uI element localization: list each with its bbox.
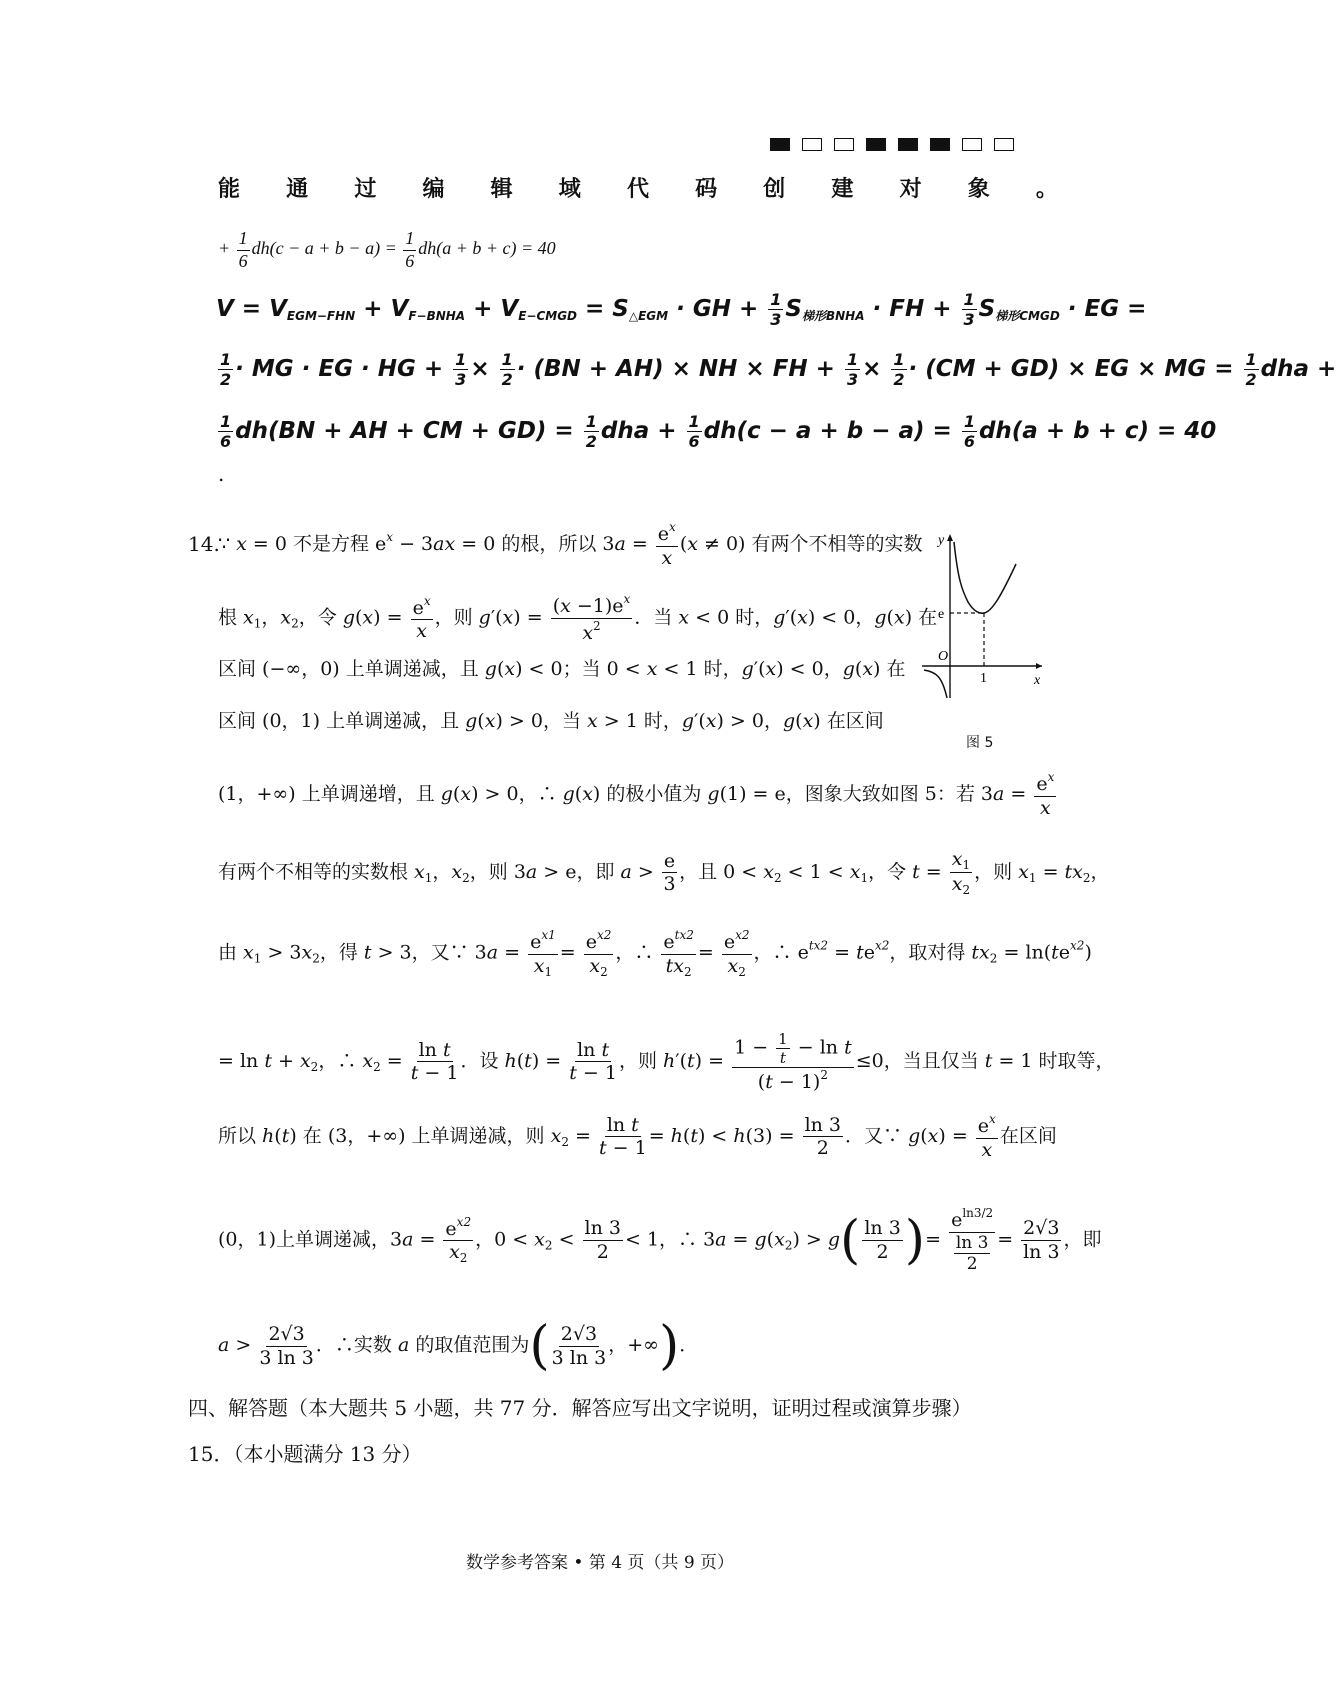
period-mark: .	[218, 462, 225, 486]
spaced-char: 对	[899, 177, 922, 202]
header-square-filled	[770, 138, 790, 151]
curve-left-branch	[924, 670, 947, 698]
spaced-text-line	[218, 172, 1058, 203]
header-square-empty	[962, 138, 982, 151]
small-formula: + $\frac{1}{6}$ dh(c − a + b − a) = $\frac{1}{6}$ dh(a + b + c) = 40	[218, 228, 556, 271]
header-square-filled	[866, 138, 886, 151]
spaced-char: 能	[218, 177, 241, 202]
page-footer: 数学参考答案 • 第 4 页（共 9 页）	[465, 1553, 735, 1573]
spaced-char: 代	[626, 177, 649, 202]
q14-line4: 区间 (0，1) 上单调递减，且 g(x) > 0，当 x > 1 时，g′(x) > 0，g(x) 在区间	[218, 710, 884, 732]
header-square-empty	[994, 138, 1014, 151]
q14-line2: 根 $x_1$，$x_2$，令 g(x) = $\frac{e^x}{x}$ ，则 g′(x) = $\frac{(x -1)e^x}{x^2}$ ．当 x < 0 时，g′(x) < 0，g(x) 在	[218, 592, 938, 644]
volume-formula-line3: $\frac{1}{6}$ dh(BN + AH + CM + GD) = $\frac{1}{2}$ dha + $\frac{1}{6}$ dh(c − a + b − a) = $\frac{1}{6}$ dh(a + b + c) = 40	[220, 412, 1217, 452]
y-label: y	[938, 533, 945, 548]
q14-line11: a > $\frac{2√3}{3 \ln 3}$ ．∴实数 a 的取值范围为( $\frac{2√3}{3 \ln 3}$ ，+∞)．	[218, 1316, 699, 1376]
q14-line1: ∵ x = 0 不是方程 $e^x - 3ax = 0$ 的根，所以 3a = $\frac{e^x}{x}$ (x ≠ 0) 有两个不相等的实数	[218, 520, 923, 569]
header-square-filled	[930, 138, 950, 151]
one-label: 1	[980, 671, 987, 686]
q14-number: 14.	[188, 532, 220, 556]
q15-heading: 15．（本小题满分 13 分）	[188, 1442, 422, 1466]
volume-formula-line2: $\frac{1}{2}$ · MG · EG · HG + $\frac{1}{3}$ × $\frac{1}{2}$ · (BN + AH) × NH × FH + $\frac{1}{3}$ × $\frac{1}{2}$ · (CM + GD) × EG × MG = $\frac{1}{2}$ dha +	[220, 350, 1336, 390]
spaced-char: 过	[354, 177, 377, 202]
header-square-empty	[834, 138, 854, 151]
spaced-char: 编	[422, 177, 445, 202]
y-axis-arrow	[947, 534, 953, 541]
section-4-text: 四、解答题（本大题共 5 小题，共 77 分．解答应写出文字说明，证明过程或演算步骤）	[188, 1396, 972, 1420]
figure-5-graph	[912, 520, 1052, 710]
q14-line3: 区间 (−∞，0) 上单调递减，且 g(x) < 0；当 0 < x < 1 时，g′(x) < 0，g(x) 在	[218, 658, 906, 680]
curve-right-branch	[954, 542, 1016, 613]
header-square-filled	[898, 138, 918, 151]
origin-label: O	[938, 649, 949, 664]
volume-formula-line1: $V = V_{EGM-FHN} + V_{F-BNHA} + V_{E-CMGD} = S_{\triangle EGM}$ · GH + $\frac{1}{3}$ $S_{梯形BNHA}$ · FH + $\frac{1}{3}$ $S_{梯形CMGD}$ · EG =	[216, 290, 1147, 330]
section-4-heading	[188, 1392, 972, 1421]
spaced-char: 。	[1035, 177, 1058, 202]
spaced-char: 通	[286, 177, 309, 202]
x-axis-arrow	[1036, 663, 1042, 669]
spaced-char: 象	[967, 177, 990, 202]
q14-line9: 所以 h(t) 在 (3，+∞) 上单调递减，则 $x_2$ = $\frac{\text{ln t}}{t - 1}$ = h(t) < h(3) = $\frac{\ln 3}{2}$ ．又∵ g(x) = $\frac{e^x}{x}$ 在区间	[218, 1112, 1057, 1161]
spaced-char: 创	[763, 177, 786, 202]
q14-line7: 由 $x_1 > 3x_2$，得 t > 3，又∵ 3a = $\frac{e^{x1}}{x_1}$ = $\frac{e^{x2}}{x_2}$ ，∴ $\frac{e^{tx2}}{tx_2}$ = $\frac{e^{x2}}{x_2}$ ，∴ $e^{tx2} = te^{x2}$，取对得 $tx_2 = \ln(te^{x2})$	[218, 928, 1092, 979]
figure-caption: 图 5	[966, 735, 994, 751]
spaced-char: 建	[831, 177, 854, 202]
header-squares	[770, 136, 1026, 155]
header-square-empty	[802, 138, 822, 151]
q14-line5: (1，+∞) 上单调递增，且 g(x) > 0，∴ g(x) 的极小值为 g(1) = e，图象大致如图 5：若 3a = $\frac{e^x}{x}$	[218, 770, 1055, 819]
spaced-char: 辑	[490, 177, 513, 202]
q14-line10: (0，1)上单调递减，3a = $\frac{e^{x2}}{x_2}$ ，$0 < x_2$ < $\frac{\ln 3}{2}$ < 1，∴ $3a = g(x_2) > g$( $\frac{\ln 3}{2}$ )= $\frac{e^{ln3/2}}{\frac{\ln 3}{2}}$ = $\frac{2√3}{\ln 3}$ ，即	[218, 1206, 1102, 1275]
e-label: e	[938, 607, 945, 622]
spaced-char: 码	[695, 177, 718, 202]
q14-line8: = $\ln t + x_2$，∴ $x_2$ = $\frac{\text{ln t}}{t - 1}$ ．设 h(t) = $\frac{\text{ln t}}{t - 1}$ ，则 h′(t) = 1 − $\frac{1}{t}$ − ln t $(t - 1)^2$ ≤0，当且仅当 t = 1 时取等，	[218, 1030, 1115, 1093]
x-label: x	[1034, 673, 1041, 688]
q14-line6: 有两个不相等的实数根 $x_1$，$x_2$，则 3a > e，即 a > $\frac{e}{3}$ ，且 $0 < x_2 < 1 < x_1$，令 t = $\frac{x_1}{x_2}$ ，则 $x_1 = tx_2$，	[218, 848, 1110, 898]
spaced-char: 域	[558, 177, 581, 202]
